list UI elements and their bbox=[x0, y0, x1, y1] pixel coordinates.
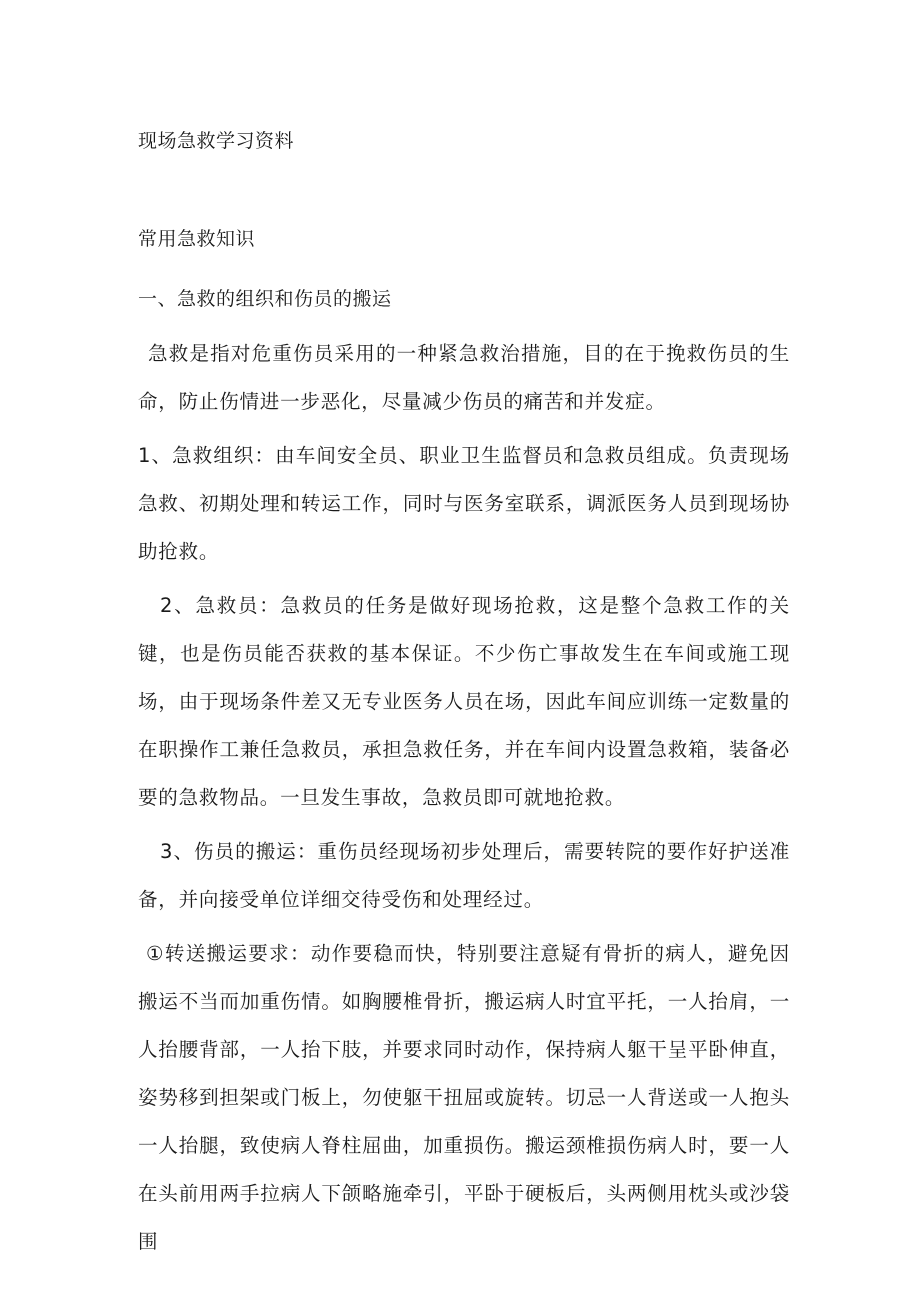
subsection-title: 一、急救的组织和伤员的搬运 bbox=[138, 288, 392, 310]
document-title: 现场急救学习资料 bbox=[138, 130, 295, 152]
paragraph-first-aid-organization: 1、急救组织：由车间安全员、职业卫生监督员和急救员组成。负责现场急救、初期处理和转运工作，同时与医务室联系，调派医务人员到现场协助抢救。 bbox=[138, 444, 790, 563]
paragraph-transport-requirements: ①转送搬运要求：动作要稳而快，特别要注意疑有骨折的病人，避免因搬运不当而加重伤情。如胸腰椎骨折，搬运病人时宜平托，一人抬肩，一人抬腰背部，一人抬下肢，并要求同时动作，保持病人躯干呈平卧伸直，姿势移到担架或门板上，勿使躯干扭屈或旋转。切忌一人背送或一人抱头一人抬腿，致使病人脊柱屈曲，加重损伤。搬运颈椎损伤病人时，要一人在头前用两手拉病人下颌略施牵引，平卧于硬板后，头两侧用枕头或沙袋围 bbox=[138, 942, 790, 1253]
paragraph-first-aider: 2、急救员：急救员的任务是做好现场抢救，这是整个急救工作的关键，也是伤员能否获救的基本保证。不少伤亡事故发生在车间或施工现场，由于现场条件差又无专业医务人员在场，因此车间应训练一定数量的在职操作工兼任急救员，承担急救任务，并在车间内设置急救箱，装备必要的急救物品。一旦发生事故，急救员即可就地抢救。 bbox=[138, 594, 790, 809]
paragraph-intro: 急救是指对危重伤员采用的一种紧急救治措施，目的在于挽救伤员的生命，防止伤情进一步恶化，尽量减少伤员的痛苦和并发症。 bbox=[138, 342, 790, 413]
paragraph-casualty-transport: 3、伤员的搬运：重伤员经现场初步处理后，需要转院的要作好护送准备，并向接受单位详细交待受伤和处理经过。 bbox=[138, 840, 790, 911]
document-body bbox=[138, 118, 790, 1266]
section-title: 常用急救知识 bbox=[138, 228, 256, 250]
